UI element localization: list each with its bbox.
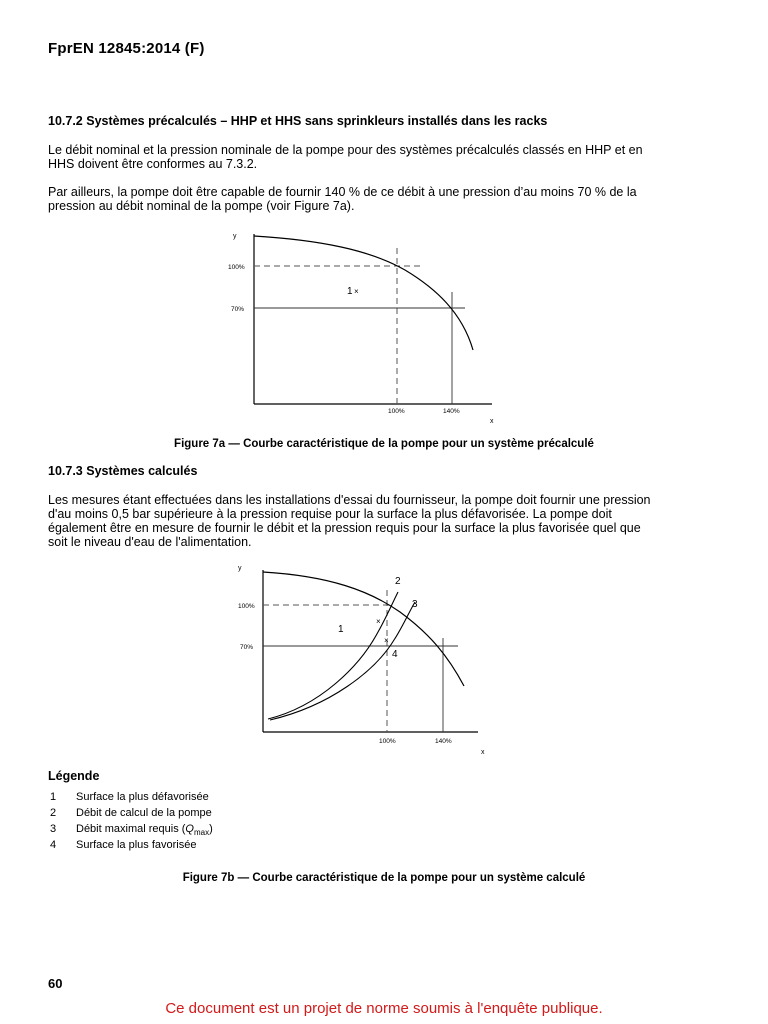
paragraph-line: également être en mesure de fournir le débit et la pression requis pour la surface la plus favorisée quel que: [48, 521, 641, 535]
paragraph-line: pression au débit nominal de la pompe (voir Figure 7a).: [48, 199, 355, 213]
pump-curve: [263, 572, 464, 686]
figure-7a-caption: Figure 7a — Courbe caractéristique de la pompe pour un système précalculé: [174, 438, 594, 450]
legend-text-part: Débit maximal requis (: [76, 823, 186, 835]
section-heading-10-7-2: 10.7.2 Systèmes précalculés – HHP et HHS sans sprinkleurs installés dans les racks: [48, 114, 548, 128]
y-axis-label: y: [238, 565, 242, 572]
paragraph-debit-nominal: [48, 143, 680, 171]
x-tick-140: 140%: [443, 408, 460, 415]
x-axis-label: x: [481, 749, 485, 756]
legend-text: [76, 823, 213, 837]
paragraph-mesures: [48, 493, 680, 549]
x-tick-100: 100%: [379, 738, 396, 745]
legend-title: Légende: [48, 769, 100, 783]
legend-number: 2: [50, 807, 57, 819]
figure-7a-pump-curve: [200, 222, 510, 432]
legend-text: Surface la plus défavorisée: [76, 791, 209, 803]
x-tick-100: 100%: [388, 408, 405, 415]
curve-1-label: 1: [338, 624, 344, 635]
x-tick-140: 140%: [435, 738, 452, 745]
paragraph-line: Le débit nominal et la pression nominale de la pompe pour des systèmes précalculés classés en HHP et en: [48, 143, 643, 157]
system-curve-3: [270, 602, 415, 720]
q-symbol: Q: [185, 823, 194, 835]
curve-4-label: 4: [392, 649, 398, 660]
legend-number: 4: [50, 839, 57, 851]
section-heading-10-7-3: 10.7.3 Systèmes calculés: [48, 464, 198, 478]
legend-text: Débit de calcul de la pompe: [76, 807, 212, 819]
figure-7b-pump-curve: [210, 556, 510, 762]
legend-number: 1: [50, 791, 57, 803]
figure-7b-caption: Figure 7b — Courbe caractéristique de la pompe pour un système calculé: [182, 872, 586, 884]
legend-number: 3: [50, 823, 57, 835]
y-axis-label: y: [233, 233, 237, 240]
system-curve-2: [268, 592, 398, 719]
y-tick-100: 100%: [228, 264, 245, 271]
y-tick-100: 100%: [238, 603, 255, 610]
public-enquiry-notice: Ce document est un projet de norme soumis à l'enquête publique.: [165, 1000, 603, 1017]
q-subscript: max: [193, 828, 210, 838]
curve-2-label: 2: [395, 576, 401, 587]
pump-curve: [254, 236, 473, 350]
legend-text-part: ): [209, 823, 213, 835]
x-axis-label: x: [490, 418, 494, 425]
page-number: 60: [48, 976, 63, 991]
curve-3-label: 3: [412, 599, 418, 610]
y-tick-70: 70%: [240, 644, 254, 651]
marker-4: ×: [384, 636, 389, 645]
document-id: FprEN 12845:2014 (F): [48, 40, 205, 57]
legend-text: Surface la plus favorisée: [76, 839, 197, 851]
paragraph-line: d'au moins 0,5 bar supérieure à la pression requise pour la surface la plus défavorisée. La pompe doit: [48, 507, 612, 521]
paragraph-line: Par ailleurs, la pompe doit être capable de fournir 140 % de ce débit à une pression d’au moins 70 % de la: [48, 185, 637, 199]
paragraph-par-ailleurs: [48, 185, 680, 213]
paragraph-line: HHS doivent être conformes au 7.3.2.: [48, 157, 258, 171]
y-tick-70: 70%: [231, 306, 245, 313]
point-1-label: 1: [347, 286, 353, 297]
paragraph-line: Les mesures étant effectuées dans les installations d'essai du fournisseur, la pompe doit fournir une pression: [48, 493, 651, 507]
point-1-marker: ×: [354, 287, 359, 296]
paragraph-line: soit le niveau d'eau de l'alimentation.: [48, 535, 252, 549]
marker-1: ×: [376, 617, 381, 626]
